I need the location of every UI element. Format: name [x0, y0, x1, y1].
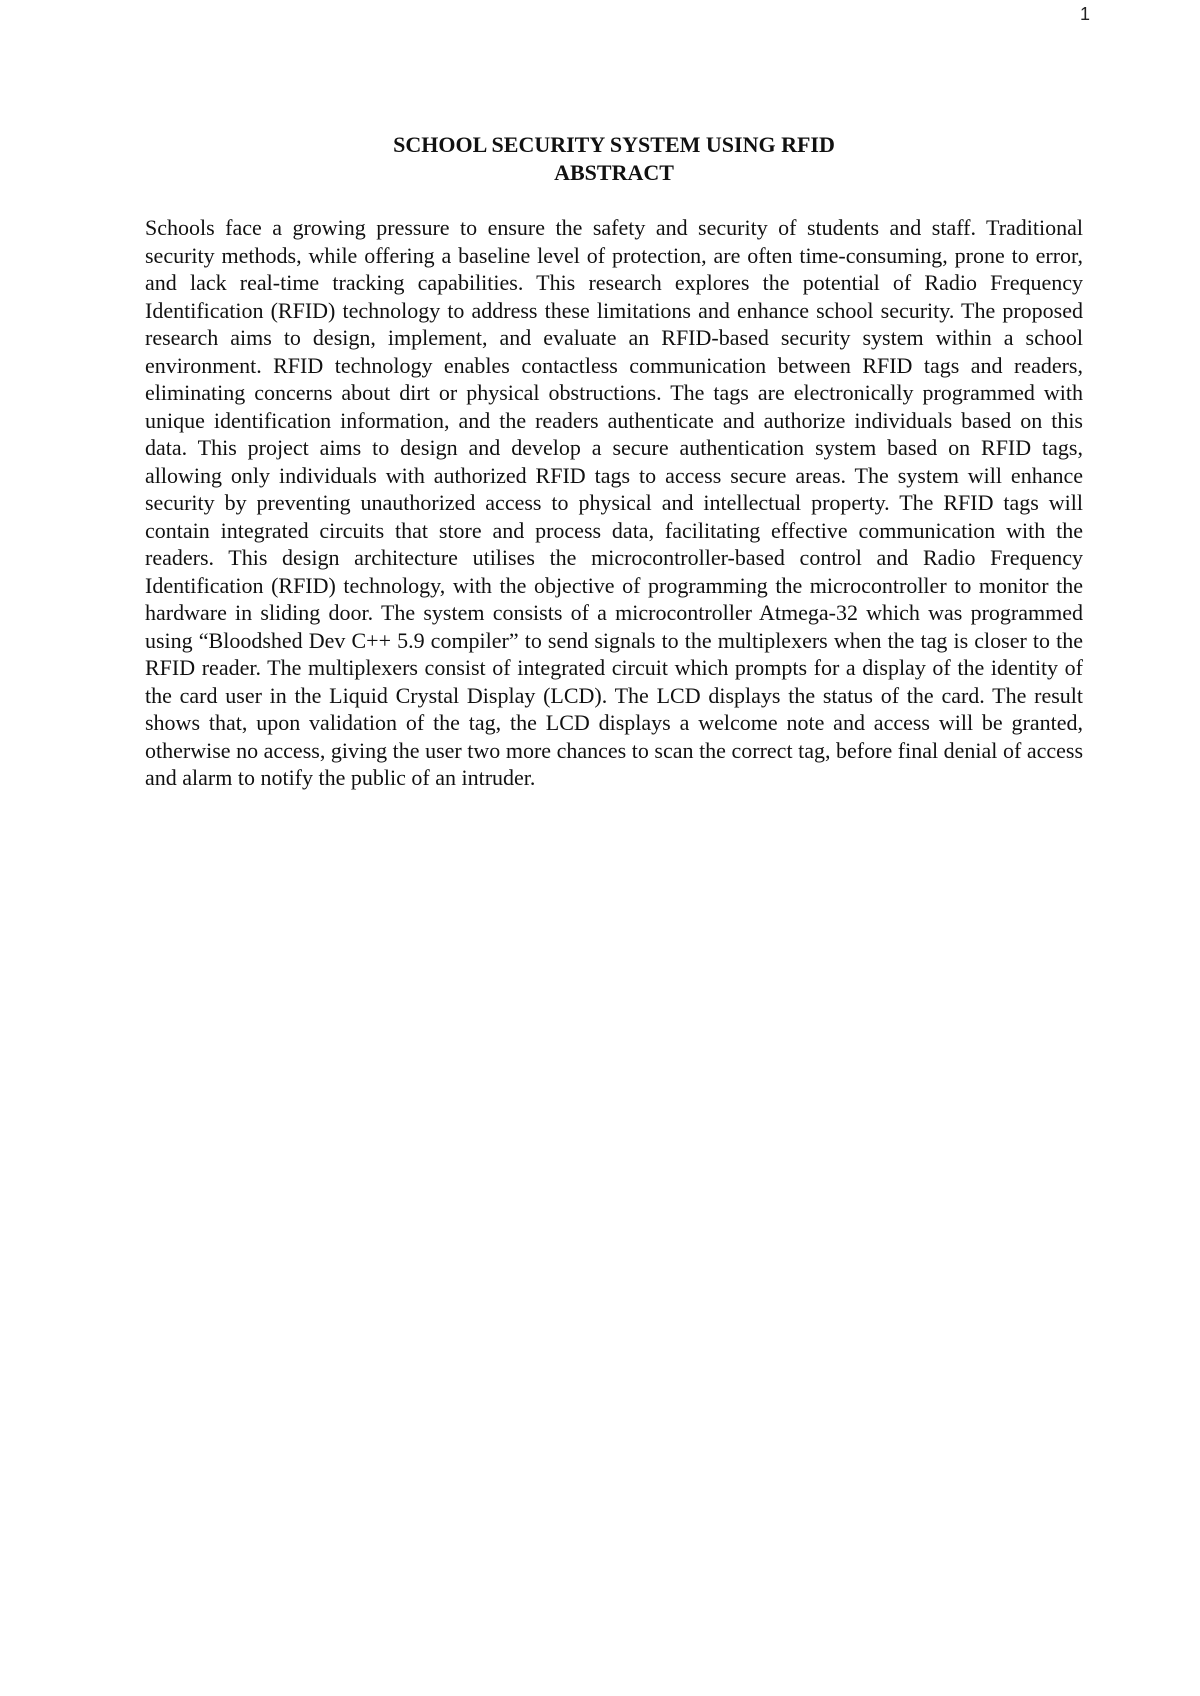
page-number: 1: [1079, 4, 1090, 24]
title-block: [145, 131, 1083, 187]
abstract-heading: ABSTRACT: [554, 160, 674, 185]
document-title: SCHOOL SECURITY SYSTEM USING RFID: [393, 132, 835, 157]
abstract-paragraph: Schools face a growing pressure to ensure the safety and security of students and staff. Traditional security methods, while offering a baseline level of protection, are often time-consuming, prone to error, and lack real-time tracking capabilities. This research explores the potential of Radio Frequency Identification (RFID) technology to address these limitations and enhance school security. The proposed research aims to design, implement, and evaluate an RFID-based security system within a school environment. RFID technology enables contactless communication between RFID tags and readers, eliminating concerns about dirt or physical obstructions. The tags are electronically programmed with unique identification information, and the readers authenticate and authorize individuals based on this data. This project aims to design and develop a secure authentication system based on RFID tags, allowing only individuals with authorized RFID tags to access secure areas. The system will enhance security by preventing unauthorized access to physical and intellectual property. The RFID tags will contain integrated circuits that store and process data, facilitating effective communication with the readers. This design architecture utilises the microcontroller-based control and Radio Frequency Identification (RFID) technology, with the objective of programming the microcontroller to monitor the hardware in sliding door. The system consists of a microcontroller Atmega-32 which was programmed using “Bloodshed Dev C++ 5.9 compiler” to send signals to the multiplexers when the tag is closer to the RFID reader. The multiplexers consist of integrated circuit which prompts for a display of the identity of the card user in the Liquid Crystal Display (LCD). The LCD displays the status of the card. The result shows that, upon validation of the tag, the LCD displays a welcome note and access will be granted, otherwise no access, giving the user two more chances to scan the correct tag, before final denial of access and alarm to notify the public of an intruder.: [145, 215, 1083, 790]
